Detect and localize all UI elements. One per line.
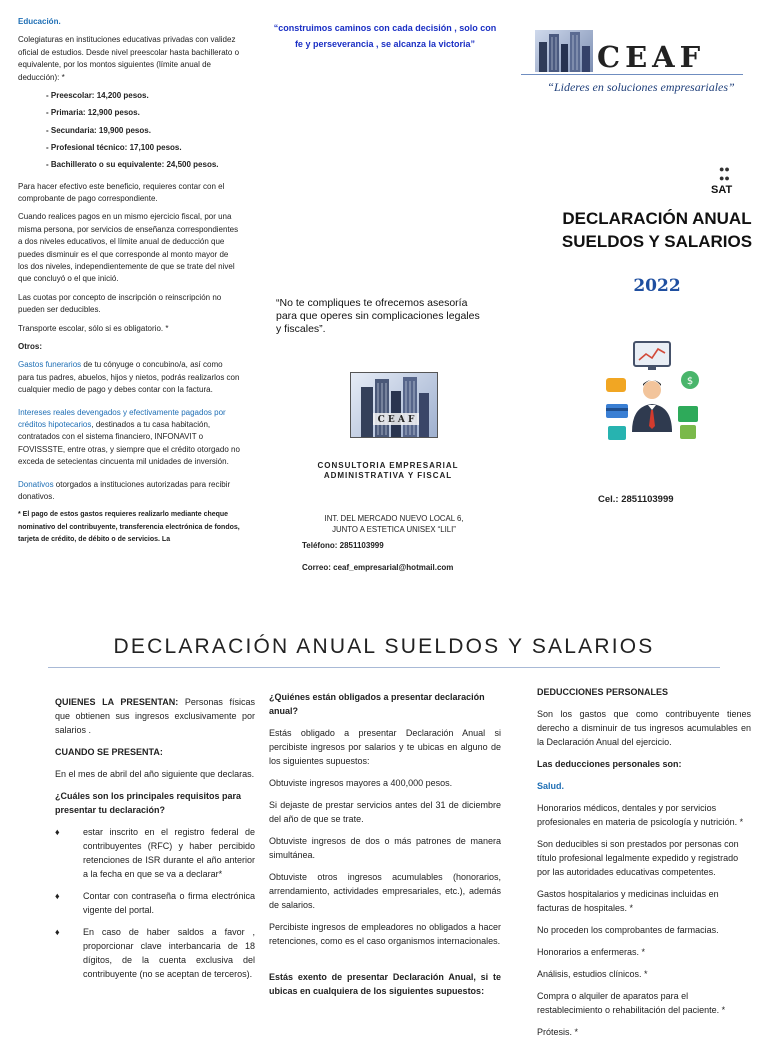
building-logo-icon [350, 372, 438, 438]
list-item: Gastos hospitalarios y medicinas incluidas en facturas de hospitales. * [537, 889, 719, 913]
obligations-column [269, 690, 501, 1006]
brand-divider [521, 74, 743, 75]
businessman-illustration-icon [602, 340, 702, 450]
list-item: No proceden los comprobantes de farmacias. [537, 925, 719, 935]
motto-quote: “construimos caminos con cada decisión , solo con fe y perseverancia , se alcanza la victoria” [273, 23, 497, 49]
intereses-paragraph [18, 407, 240, 469]
supuesto-item: Obtuviste ingresos mayores a 400,000 pesos. [269, 778, 453, 788]
cuando-label: CUANDO SE PRESENTA: [55, 747, 163, 757]
donativos-paragraph [18, 479, 240, 504]
funerarios-term: Gastos funerarios [18, 360, 82, 370]
list-item [55, 889, 255, 917]
diamond-bullet-icon: ♦ [55, 891, 60, 901]
education-heading: Educación. [18, 17, 61, 26]
svg-text:C E A F: C E A F [377, 415, 415, 425]
deductions-column [537, 685, 751, 1047]
education-limits-list [18, 90, 240, 176]
section-title: DECLARACIÓN ANUAL SUELDOS Y SALARIOS [113, 635, 655, 658]
email-address: Correo: ceaf_empresarial@hotmail.com [302, 563, 454, 572]
list-item: Prótesis. * [537, 1027, 579, 1037]
niveles-text: Cuando realices pagos en un mismo ejercicio fiscal, por una misma persona, por servicios de enseñanza correspondientes a dos niveles educativos, el límite anual de deducción que puedes disminuir es el que corresponde al monto mayor de los dos niveles, independientemente de que se trate del nivel que concluyó o el que inició. [18, 212, 239, 284]
address-line: JUNTO A ESTETICA UNISEX “LILI” [332, 525, 456, 534]
requisito-text: Contar con contraseña o firma electrónica vigente del portal. [83, 891, 255, 915]
otros-heading: Otros: [18, 341, 42, 351]
transporte-text: Transporte escolar, sólo si es obligatorio. * [18, 323, 169, 333]
diamond-bullet-icon: ♦ [55, 927, 60, 937]
list-item: Compra o alquiler de aparatos para el restablecimiento o rehabilitación del paciente. * [537, 991, 726, 1015]
quienes-paragraph [55, 695, 255, 737]
obligados-intro: Estás obligado a presentar Declaración Anual si percibiste ingresos por salarios y te ubicas en alguno de los siguientes supuestos: [269, 728, 501, 766]
exento-label: Estás exento de presentar Declaración Anual, si te ubicas en cualquiera de los siguientes supuestos: [269, 972, 501, 996]
donativos-term: Donativos [18, 479, 54, 489]
payment-footnote: * El pago de estos gastos requieres realizarlo mediante cheque nominativo del contribuyente, transferencia electrónica de fondos, tarjeta de crédito, de débito o de servicios. La [18, 511, 240, 544]
cover-year: 2022 [633, 276, 681, 296]
list-item [55, 925, 255, 981]
funerarios-paragraph [18, 359, 240, 396]
supuesto-item: Percibiste ingresos de empleadores no obligados a hacer retenciones, como es el caso organismos internacionales. [269, 922, 501, 946]
cuotas-text: Las cuotas por concepto de inscripción o reinscripción no pueden ser deducibles. [18, 292, 222, 315]
firm-name: CONSULTORIA EMPRESARIAL ADMINISTRATIVA Y FISCAL [317, 461, 459, 480]
quienes-text: Personas físicas que obtienen sus ingresos exclusivamente por salarios . [55, 697, 256, 735]
cellphone-number: Cel.: 2851103999 [598, 494, 674, 505]
quienes-label: QUIENES LA PRESENTAN: [55, 697, 179, 707]
sat-label: SAT [711, 184, 733, 196]
brand-tagline: “Lideres en soluciones empresariales” [547, 80, 735, 94]
intereses-text: , destinados a tu casa habitación, contratados con el sistema financiero, INFONAVIT o FOVISSSTE, entre otras, y siempre que el crédito otorgado no exceda de setecientas cincuenta mil unidades de inversión. [18, 420, 240, 467]
limit-item: - Secundaria: 19,900 pesos. [46, 125, 151, 135]
supuesto-item: Si dejaste de prestar servicios antes del 31 de diciembre del año de que se trate. [269, 800, 501, 824]
education-intro: Colegiaturas en instituciones educativas privadas con validez oficial de estudios. Desde nivel preescolar hasta bachillerato o equivalente, por los montos siguientes (límite anual de deducción): * [18, 35, 240, 82]
list-item: Honorarios a enfermeras. * [537, 947, 646, 957]
sat-logo-icon: ●● ●● [719, 164, 730, 183]
svg-text:$: $ [686, 376, 694, 387]
requisito-text: estar inscrito en el registro federal de contribuyentes (RFC) y haber percibido retenciones de ISR durante el año anterior a la fecha en que se va a declarar* [83, 827, 255, 879]
address-line: INT. DEL MERCADO NUEVO LOCAL 6, [324, 514, 464, 523]
limit-item: - Preescolar: 14,200 pesos. [46, 91, 149, 101]
limit-item: - Primaria: 12,900 pesos. [46, 108, 140, 118]
phone-number: Teléfono: 2851103999 [302, 541, 384, 550]
deducciones-heading: DEDUCCIONES PERSONALES [537, 687, 669, 697]
son-label: Las deducciones personales son: [537, 759, 682, 769]
address-block [296, 513, 492, 535]
intereses-term: Intereses reales devengados y efectivamente pagados por créditos hipotecarios [18, 407, 226, 430]
building-logo-icon [535, 30, 593, 72]
supuesto-item: Obtuviste ingresos de dos o más patrones de manera simultánea. [269, 836, 501, 860]
supuesto-item: Obtuviste otros ingresos acumulables (honorarios, arrendamiento, actividades empresariales, etc.), además de salarios. [269, 872, 501, 910]
list-item: Son deducibles si son prestados por personas con título profesional legalmente expedido y registrado por las autoridades educativas competentes. [537, 839, 739, 877]
section-divider [48, 667, 720, 668]
list-item [55, 825, 255, 881]
limit-item: - Profesional técnico: 17,100 pesos. [46, 142, 182, 152]
salud-heading: Salud. [537, 781, 565, 791]
donativos-text: otorgados a instituciones autorizadas para recibir donativos. [18, 479, 231, 502]
brand-name: CEAF [597, 40, 706, 74]
list-item: Honorarios médicos, dentales y por servicios profesionales en materia de psicología y nutrición. * [537, 803, 744, 827]
advice-quote: “No te compliques te ofrecemos asesoría para que operes sin complicaciones legales y fiscales”. [276, 297, 480, 335]
comprobante-text: Para hacer efectivo este beneficio, requieres contar con el comprobante de pago correspondiente. [18, 181, 225, 203]
funerarios-text: de tu cónyuge o concubino/a, así como para tus padres, abuelos, hijos y nietos, podrás realizarlos con cualquier medio de pago y debes contar con la factura. [18, 360, 240, 395]
requisitos-label: ¿Cuáles son los principales requisitos para presentar tu declaración? [55, 791, 242, 815]
cuando-text: En el mes de abril del año siguiente que declaras. [55, 769, 255, 779]
list-item: Análisis, estudios clínicos. * [537, 969, 648, 979]
obligados-label: ¿Quiénes están obligados a presentar declaración anual? [269, 692, 485, 716]
requisito-text: En caso de haber saldos a favor , proporcionar clave interbancaria de 18 dígitos, de la cuenta exclusiva del contribuyente (no se aceptan de terceros). [83, 927, 255, 979]
cover-title: DECLARACIÓN ANUAL SUELDOS Y SALARIOS [561, 209, 753, 251]
deducciones-intro: Son los gastos que como contribuyente tienes derecho a disminuir de tus ingresos acumulables en la Declaración Anual del ejercicio. [537, 709, 751, 747]
limit-item: - Bachillerato o su equivalente: 24,500 pesos. [46, 160, 219, 170]
education-panel [18, 16, 240, 553]
who-files-column [55, 695, 255, 989]
diamond-bullet-icon: ♦ [55, 827, 60, 837]
